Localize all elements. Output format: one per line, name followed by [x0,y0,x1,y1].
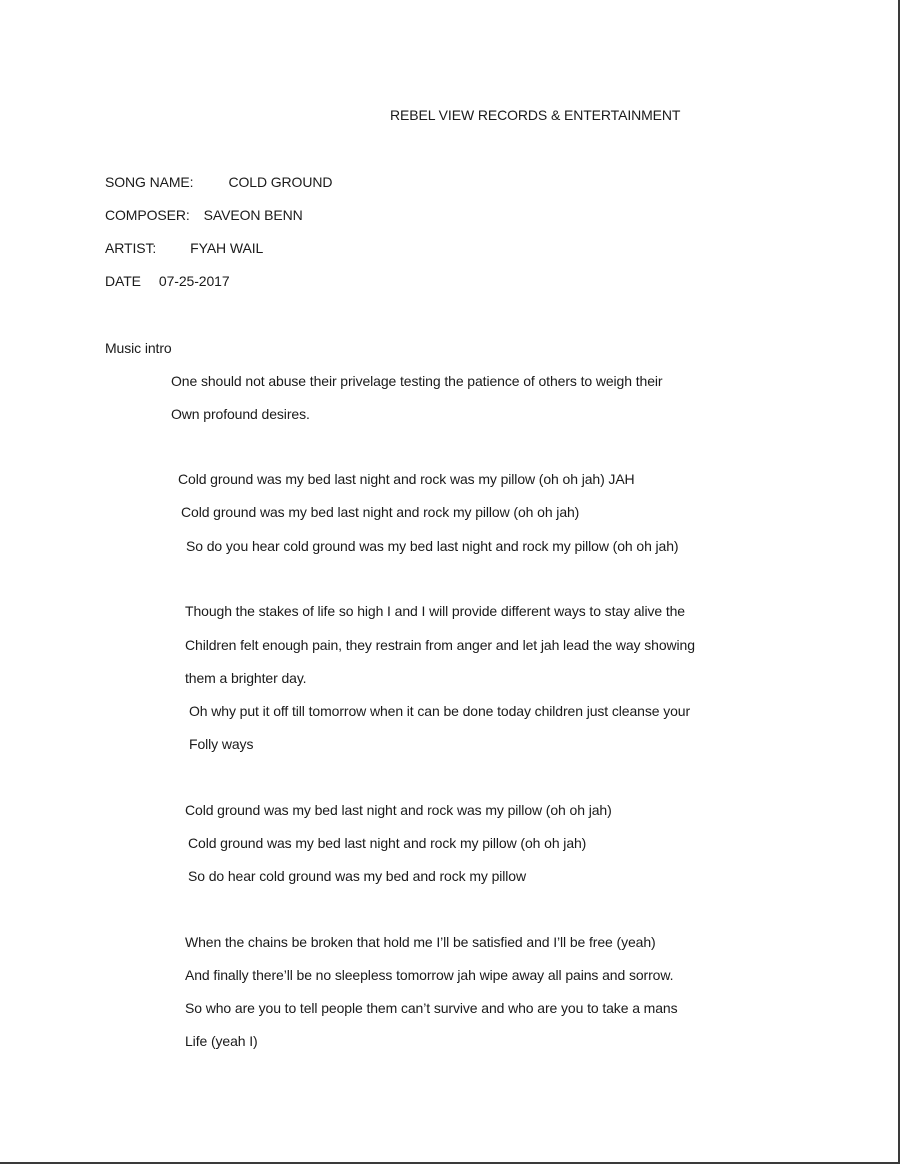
chorus2-line: Cold ground was my bed last night and rock was my pillow (oh oh jah) [185,802,612,818]
verse1-line: Children felt enough pain, they restrain from anger and let jah lead the way showing [185,637,695,653]
song-name-row [105,173,332,191]
artist-value: FYAH WAIL [190,240,264,256]
composer-value: SAVEON BENN [203,207,303,223]
verse1-line: them a brighter day. [185,670,307,686]
song-name-value: COLD GROUND [228,174,333,190]
date-label: DATE [105,273,141,289]
date-value: 07-25-2017 [158,273,230,289]
verse2-line: So who are you to tell people them can’t survive and who are you to take a mans [185,1000,678,1016]
verse2-line: Life (yeah I) [185,1033,258,1049]
verse1-line: Oh why put it off till tomorrow when it can be done today children just cleanse your [189,703,691,719]
chorus1-line: So do you hear cold ground was my bed last night and rock my pillow (oh oh jah) [186,538,679,554]
intro-heading: Music intro [105,340,172,356]
verse2-line: When the chains be broken that hold me I’ll be satisfied and I’ll be free (yeah) [185,934,656,950]
song-name-label: SONG NAME: [105,174,194,190]
chorus1-line: Cold ground was my bed last night and rock was my pillow (oh oh jah) JAH [178,471,635,487]
verse2-line: And finally there’ll be no sleepless tomorrow jah wipe away all pains and sorrow. [185,967,674,983]
chorus2-line: Cold ground was my bed last night and rock my pillow (oh oh jah) [188,835,587,851]
artist-row [105,239,263,257]
verse1-line: Though the stakes of life so high I and I will provide different ways to stay alive the [185,603,685,619]
intro-line: One should not abuse their privelage testing the patience of others to weigh their [171,373,663,389]
artist-label: ARTIST: [105,240,157,256]
document-title: REBEL VIEW RECORDS & ENTERTAINMENT [390,107,681,123]
verse1-line: Folly ways [189,736,254,752]
intro-line: Own profound desires. [171,406,310,422]
composer-label: COMPOSER: [105,207,190,223]
chorus2-line: So do hear cold ground was my bed and rock my pillow [188,868,526,884]
date-row [105,272,230,290]
chorus1-line: Cold ground was my bed last night and rock my pillow (oh oh jah) [181,504,580,520]
composer-row [105,206,303,224]
